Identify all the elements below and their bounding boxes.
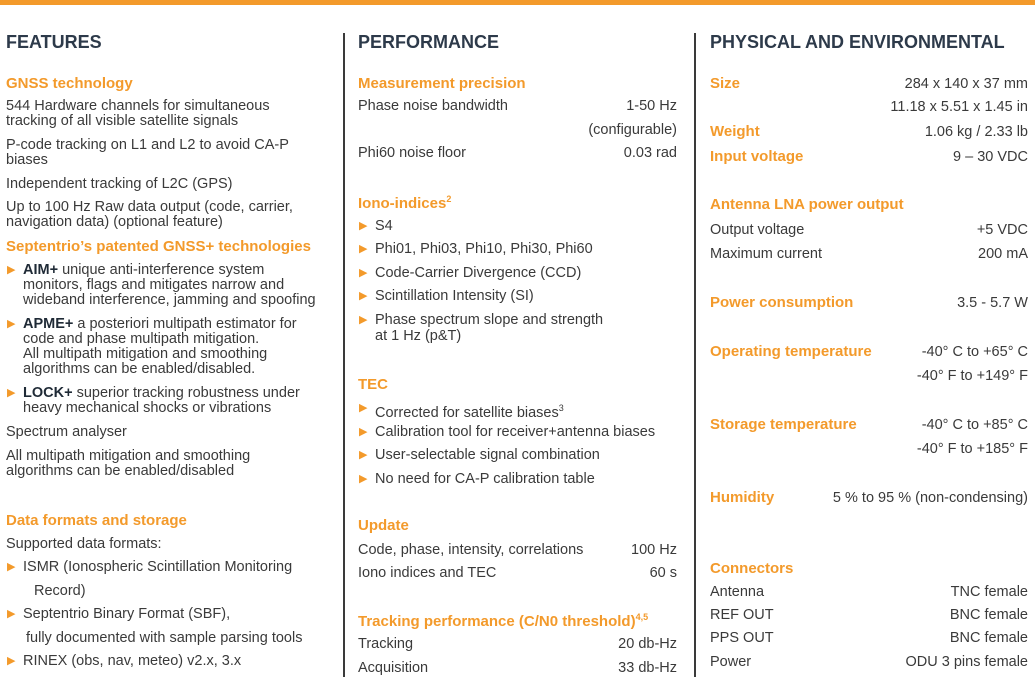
iono-spectrum-line-2: at 1 Hz (p&T) xyxy=(375,328,462,344)
connector-4-label: Power xyxy=(710,654,752,670)
data-formats-heading: Data formats and storage xyxy=(6,512,187,529)
tracking-footnote: 4,5 xyxy=(635,612,649,622)
input-voltage-value: 9 – 30 VDC xyxy=(953,149,1028,165)
lock-line-1 xyxy=(23,385,300,401)
phi60-value: 0.03 rad xyxy=(623,145,677,161)
gnss-technology-heading: GNSS technology xyxy=(6,75,133,92)
lna-row-2-label: Maximum current xyxy=(710,246,822,262)
performance-title: PERFORMANCE xyxy=(358,32,500,52)
triangle-bullet-icon: ▶ xyxy=(7,387,16,399)
phase-noise-label: Phase noise bandwidth xyxy=(358,98,508,114)
iono-ccd: Code-Carrier Divergence (CCD) xyxy=(375,265,582,281)
gnss-item-1-line-2: tracking of all visible satellite signals xyxy=(6,113,239,129)
connector-2-label: REF OUT xyxy=(710,607,774,623)
power-consumption-label: Power consumption xyxy=(710,294,854,311)
weight-value: 1.06 kg / 2.33 lb xyxy=(924,124,1028,140)
triangle-bullet-icon: ▶ xyxy=(359,473,368,485)
tec-item-2: Calibration tool for receiver+antenna biases xyxy=(375,424,656,440)
format-sbf-line-1: Septentrio Binary Format (SBF), xyxy=(23,606,231,622)
gnss-item-1-line-1: 544 Hardware channels for simultaneous xyxy=(6,98,270,114)
triangle-bullet-icon: ▶ xyxy=(359,290,368,302)
triangle-bullet-icon: ▶ xyxy=(7,608,16,620)
aim-desc: unique anti-interference system xyxy=(58,262,265,278)
update-row-1-value: 100 Hz xyxy=(631,542,677,558)
aim-name: AIM+ xyxy=(23,262,59,278)
measurement-precision-heading: Measurement precision xyxy=(358,75,526,92)
iono-indices-heading xyxy=(358,194,451,212)
connectors-heading: Connectors xyxy=(710,560,794,577)
spectrum-analyser: Spectrum analyser xyxy=(6,424,127,440)
aim-line-3: wideband interference, jamming and spoofing xyxy=(23,292,316,308)
iono-spectrum-line-1: Phase spectrum slope and strength xyxy=(375,312,604,328)
lna-row-1-value: +5 VDC xyxy=(976,222,1028,238)
tracking-row-2-label: Acquisition xyxy=(358,660,429,676)
storage-temperature-c: -40° C to +85° C xyxy=(921,417,1028,433)
storage-temperature-label: Storage temperature xyxy=(710,416,857,433)
apme-name: APME+ xyxy=(23,316,74,332)
format-rinex: RINEX (obs, nav, meteo) v2.x, 3.x xyxy=(23,653,242,669)
connector-3-value: BNC female xyxy=(949,630,1028,646)
supported-formats-label: Supported data formats: xyxy=(6,536,162,552)
lock-name: LOCK+ xyxy=(23,385,73,401)
update-row-2-value: 60 s xyxy=(649,565,677,581)
format-ismr-line-2: Record) xyxy=(34,583,86,599)
triangle-bullet-icon: ▶ xyxy=(359,267,368,279)
triangle-bullet-icon: ▶ xyxy=(359,402,368,414)
triangle-bullet-icon: ▶ xyxy=(7,264,16,276)
tec-heading: TEC xyxy=(358,376,388,393)
triangle-bullet-icon: ▶ xyxy=(359,243,368,255)
size-in: 11.18 x 5.51 x 1.45 in xyxy=(890,99,1028,115)
power-consumption-value: 3.5 - 5.7 W xyxy=(957,295,1028,311)
humidity-value: 5 % to 95 % (non-condensing) xyxy=(832,490,1028,506)
aim-line-2: monitors, flags and mitigates narrow and xyxy=(23,277,285,293)
tec-item-1-text: Corrected for satellite biases xyxy=(375,404,559,421)
triangle-bullet-icon: ▶ xyxy=(7,655,16,667)
storage-temperature-f: -40° F to +185° F xyxy=(916,441,1028,457)
features-title: FEATURES xyxy=(6,32,102,52)
triangle-bullet-icon: ▶ xyxy=(359,426,368,438)
triangle-bullet-icon: ▶ xyxy=(359,220,368,232)
column-divider xyxy=(343,33,345,677)
update-row-1-label: Code, phase, intensity, correlations xyxy=(358,542,584,558)
gnss-item-3: Independent tracking of L2C (GPS) xyxy=(6,176,233,192)
triangle-bullet-icon: ▶ xyxy=(7,561,16,573)
iono-title: Iono-indices xyxy=(358,195,447,212)
physical-title: PHYSICAL AND ENVIRONMENTAL xyxy=(710,32,1005,52)
top-accent-bar xyxy=(0,0,1035,5)
smoothing-line-1: All multipath mitigation and smoothing xyxy=(6,448,251,464)
phase-noise-note: (configurable) xyxy=(588,122,677,138)
smoothing-line-2: algorithms can be enabled/disabled xyxy=(6,463,235,479)
connector-2-value: BNC female xyxy=(949,607,1028,623)
triangle-bullet-icon: ▶ xyxy=(359,314,368,326)
patented-technologies-heading: Septentrio’s patented GNSS+ technologies xyxy=(6,238,311,255)
apme-line-3: All multipath mitigation and smoothing xyxy=(23,346,268,362)
lna-row-1-label: Output voltage xyxy=(710,222,805,238)
tec-item-3: User-selectable signal combination xyxy=(375,447,600,463)
tracking-performance-heading xyxy=(358,612,648,630)
apme-desc: a posteriori multipath estimator for xyxy=(73,316,297,332)
phi60-label: Phi60 noise floor xyxy=(358,145,467,161)
tracking-title: Tracking performance (C/N0 threshold) xyxy=(358,613,636,630)
update-heading: Update xyxy=(358,517,409,534)
iono-phi: Phi01, Phi03, Phi10, Phi30, Phi60 xyxy=(375,241,593,257)
tec-item-4: No need for CA-P calibration table xyxy=(375,471,595,487)
tracking-row-2-value: 33 db-Hz xyxy=(618,660,677,676)
antenna-lna-heading: Antenna LNA power output xyxy=(710,196,904,213)
lock-desc: superior tracking robustness under xyxy=(72,385,300,401)
connector-3-label: PPS OUT xyxy=(710,630,774,646)
tracking-row-1-label: Tracking xyxy=(358,636,414,652)
humidity-label: Humidity xyxy=(710,489,775,506)
lock-line-2: heavy mechanical shocks or vibrations xyxy=(23,400,272,416)
column-divider xyxy=(694,33,696,677)
triangle-bullet-icon: ▶ xyxy=(359,449,368,461)
connector-4-value: ODU 3 pins female xyxy=(905,654,1028,670)
iono-s4: S4 xyxy=(375,218,393,234)
iono-si: Scintillation Intensity (SI) xyxy=(375,288,534,304)
operating-temperature-c: -40° C to +65° C xyxy=(921,344,1028,360)
format-sbf-line-2: fully documented with sample parsing tools xyxy=(26,630,303,646)
size-mm: 284 x 140 x 37 mm xyxy=(904,76,1028,92)
lna-row-2-value: 200 mA xyxy=(978,246,1028,262)
apme-line-1 xyxy=(23,316,297,332)
gnss-item-2-line-1: P-code tracking on L1 and L2 to avoid CA-P xyxy=(6,137,289,153)
gnss-item-4-line-2: navigation data) (optional feature) xyxy=(6,214,223,230)
triangle-bullet-icon: ▶ xyxy=(7,318,16,330)
size-label: Size xyxy=(710,75,741,92)
update-row-2-label: Iono indices and TEC xyxy=(358,565,497,581)
connector-1-label: Antenna xyxy=(710,584,765,600)
tec-item-1 xyxy=(375,400,564,421)
iono-footnote: 2 xyxy=(446,194,452,204)
operating-temperature-f: -40° F to +149° F xyxy=(916,368,1028,384)
weight-label: Weight xyxy=(710,123,760,140)
tracking-row-1-value: 20 db-Hz xyxy=(618,636,677,652)
format-ismr-line-1: ISMR (Ionospheric Scintillation Monitoring xyxy=(23,559,293,575)
operating-temperature-label: Operating temperature xyxy=(710,343,872,360)
tec-footnote: 3 xyxy=(558,403,564,413)
apme-line-4: algorithms can be enabled/disabled. xyxy=(23,361,256,377)
connector-1-value: TNC female xyxy=(950,584,1028,600)
input-voltage-label: Input voltage xyxy=(710,148,804,165)
aim-line-1 xyxy=(23,262,264,278)
gnss-item-2-line-2: biases xyxy=(6,152,48,168)
gnss-item-4-line-1: Up to 100 Hz Raw data output (code, carrier, xyxy=(6,199,293,215)
phase-noise-value: 1-50 Hz xyxy=(626,98,677,114)
apme-line-2: code and phase multipath mitigation. xyxy=(23,331,260,347)
